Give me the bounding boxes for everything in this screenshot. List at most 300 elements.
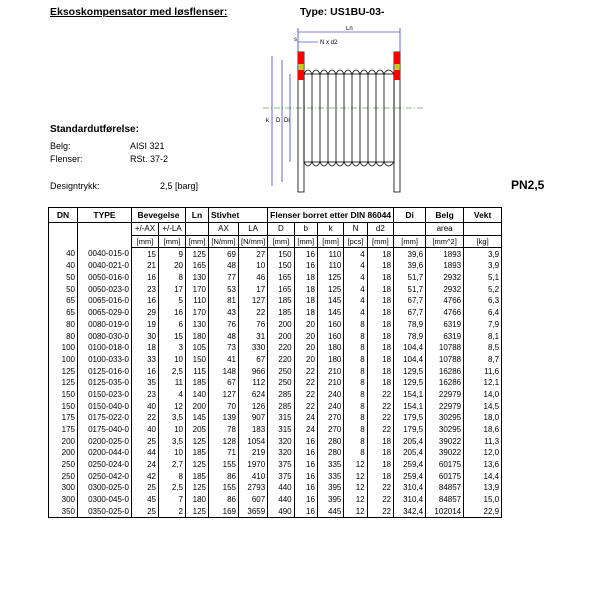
table-cell: 4766 (426, 307, 464, 319)
table-cell: 220 (268, 342, 294, 354)
table-cell: 5 (159, 295, 186, 307)
table-cell: 18 (367, 272, 393, 284)
th-d: D (268, 223, 294, 236)
table-cell: 16 (294, 506, 317, 518)
table-cell: 5,2 (464, 283, 502, 295)
table-row (49, 389, 502, 401)
flange-left-red-top (298, 52, 304, 64)
standard-title: Standardutførelse: (50, 124, 139, 135)
table-cell: 18 (294, 272, 317, 284)
table-cell: 35 (132, 377, 159, 389)
table-cell: 25 (132, 506, 159, 518)
table-cell: 18 (367, 459, 393, 471)
table-cell: 33 (132, 354, 159, 366)
table-cell: 240 (317, 400, 343, 412)
table-cell: 185 (186, 447, 209, 459)
table-cell: 10 (239, 260, 268, 272)
table-cell: 13,9 (464, 482, 502, 494)
table-cell: 0125-016-0 (78, 365, 132, 377)
table-cell: 180 (317, 354, 343, 366)
table-cell: 11 (159, 377, 186, 389)
table-cell: 18 (367, 342, 393, 354)
table-cell: 15,0 (464, 494, 502, 506)
table-cell: 180 (186, 494, 209, 506)
table-cell: 18,0 (464, 412, 502, 424)
table-cell: 16 (294, 435, 317, 447)
table-cell: 22 (367, 482, 393, 494)
table-cell: 16 (132, 365, 159, 377)
table-cell: 112 (239, 377, 268, 389)
table-cell: 395 (317, 482, 343, 494)
table-cell: 22 (367, 424, 393, 436)
table-cell: 104,4 (394, 354, 426, 366)
table-cell: 125 (317, 272, 343, 284)
table-cell: 15 (132, 248, 159, 260)
table-cell: 77 (209, 272, 239, 284)
flange-left-red-bottom (298, 70, 304, 80)
bellows (304, 70, 394, 166)
table-cell: 67 (209, 377, 239, 389)
table-row (49, 494, 502, 506)
table-cell: 270 (317, 424, 343, 436)
th-ln: Ln (186, 208, 209, 223)
unit: [mm] (159, 235, 186, 248)
table-cell: 1054 (239, 435, 268, 447)
table-cell: 13,6 (464, 459, 502, 471)
unit: [mm] (268, 235, 294, 248)
table-cell: 129,5 (394, 377, 426, 389)
table-cell: 3,9 (464, 260, 502, 272)
table-cell: 22,9 (464, 506, 502, 518)
table-cell: 20 (294, 319, 317, 331)
table-cell: 6319 (426, 330, 464, 342)
unit: [N/mm] (239, 235, 268, 248)
table-cell: 19 (132, 319, 159, 331)
table-cell: 22 (239, 307, 268, 319)
label-ln: Ln (346, 26, 353, 32)
table-cell: 84857 (426, 482, 464, 494)
table-cell: 16 (132, 295, 159, 307)
table-row (49, 295, 502, 307)
unit: [pcs] (344, 235, 367, 248)
table-cell: 14,0 (464, 389, 502, 401)
flange-right-red-bottom (394, 70, 400, 80)
table-cell: 53 (209, 283, 239, 295)
table-cell: 69 (209, 248, 239, 260)
table-cell: 4766 (426, 295, 464, 307)
table-cell: 21 (132, 260, 159, 272)
table-cell: 607 (239, 494, 268, 506)
table-cell: 110 (186, 295, 209, 307)
table-cell: 410 (239, 470, 268, 482)
unit: [mm] (394, 235, 426, 248)
table-cell: 18 (367, 377, 393, 389)
table-cell: 315 (268, 424, 294, 436)
table-cell: 5,1 (464, 272, 502, 284)
table-cell: 127 (209, 389, 239, 401)
table-cell: 76 (239, 319, 268, 331)
design-pressure-label: Designtrykk: (50, 181, 100, 191)
table-cell: 18 (367, 283, 393, 295)
table-cell: 2,5 (159, 365, 186, 377)
type-code: Type: US1BU-03- (300, 6, 385, 18)
table-cell: 104,4 (394, 342, 426, 354)
table-cell: 18 (367, 435, 393, 447)
table-cell: 180 (317, 342, 343, 354)
table-cell: 39,6 (394, 248, 426, 260)
table-cell: 250 (49, 459, 78, 471)
table-cell: 12,0 (464, 447, 502, 459)
table-cell: 250 (49, 470, 78, 482)
table-cell: 8 (159, 470, 186, 482)
table-cell: 3 (159, 342, 186, 354)
table-cell: 126 (239, 400, 268, 412)
compensator-drawing (258, 26, 428, 196)
th-flenser: Flenser borret etter DIN 86044 (268, 208, 394, 223)
label-k: k (266, 118, 269, 124)
table-cell: 17 (159, 283, 186, 295)
table-cell: 84857 (426, 494, 464, 506)
table-cell: 25 (132, 482, 159, 494)
table-cell: 78,9 (394, 319, 426, 331)
table-cell: 22 (294, 400, 317, 412)
table-cell: 18 (367, 330, 393, 342)
table-cell: 0200-025-0 (78, 435, 132, 447)
table-cell: 115 (186, 365, 209, 377)
table-cell: 65 (49, 307, 78, 319)
table-cell: 200 (268, 330, 294, 342)
table-cell: 40 (49, 260, 78, 272)
table-cell: 16 (294, 494, 317, 506)
th-k: k (317, 223, 343, 236)
table-cell: 8 (344, 319, 367, 331)
th-area: area (426, 223, 464, 236)
table-cell: 6 (159, 319, 186, 331)
table-cell: 8 (344, 435, 367, 447)
table-cell: 45 (132, 494, 159, 506)
label-d: D (276, 118, 281, 124)
table-cell: 14,5 (464, 400, 502, 412)
table-cell: 22 (367, 400, 393, 412)
table-cell: 160 (317, 319, 343, 331)
table-cell: 12 (159, 400, 186, 412)
table-row (49, 365, 502, 377)
th-stiv-ax: AX (209, 223, 239, 236)
spec-label-flenser: Flenser: (50, 154, 83, 164)
table-cell: 4 (344, 295, 367, 307)
table-cell: 0150-040-0 (78, 400, 132, 412)
table-row (49, 435, 502, 447)
table-cell: 4 (344, 272, 367, 284)
table-cell: 8 (344, 365, 367, 377)
table-cell: 29 (132, 307, 159, 319)
table-cell: 16 (294, 482, 317, 494)
table-cell: 129,5 (394, 365, 426, 377)
table-cell: 375 (268, 470, 294, 482)
table-cell: 2,7 (159, 459, 186, 471)
table-cell: 320 (268, 447, 294, 459)
table-cell: 2,5 (159, 482, 186, 494)
table-cell: 10 (159, 354, 186, 366)
table-cell: 250 (268, 377, 294, 389)
table-cell: 46 (239, 272, 268, 284)
table-row (49, 248, 502, 260)
table-cell: 150 (268, 248, 294, 260)
stud-right (395, 64, 399, 70)
table-cell: 8,7 (464, 354, 502, 366)
table-cell: 175 (49, 412, 78, 424)
table-cell: 0300-025-0 (78, 482, 132, 494)
table-cell: 16286 (426, 377, 464, 389)
table-cell: 200 (49, 435, 78, 447)
table-cell: 315 (268, 412, 294, 424)
table-cell: 150 (268, 260, 294, 272)
table-cell: 12 (344, 506, 367, 518)
flange-right-red-top (394, 52, 400, 64)
table-cell: 125 (49, 377, 78, 389)
design-pressure-value: 2,5 [barg] (160, 181, 199, 191)
table-cell: 40 (132, 424, 159, 436)
table-cell: 22979 (426, 400, 464, 412)
table-cell: 10 (159, 424, 186, 436)
unit: [mm] (367, 235, 393, 248)
table-cell: 44 (132, 447, 159, 459)
table-cell: 624 (239, 389, 268, 401)
unit: [mm^2] (426, 235, 464, 248)
table-cell: 40 (49, 248, 78, 260)
table-cell: 18 (367, 260, 393, 272)
th-d2: d2 (367, 223, 393, 236)
table-cell: 22 (367, 389, 393, 401)
table-cell: 335 (317, 459, 343, 471)
table-cell: 140 (186, 389, 209, 401)
table-cell: 0080-030-0 (78, 330, 132, 342)
table-cell: 50 (49, 283, 78, 295)
table-row (49, 342, 502, 354)
table-cell: 4 (344, 260, 367, 272)
table-cell: 18 (367, 248, 393, 260)
table-cell: 185 (186, 470, 209, 482)
table-cell: 210 (317, 377, 343, 389)
table-cell: 0125-035-0 (78, 377, 132, 389)
table-cell: 17 (239, 283, 268, 295)
table-cell: 16286 (426, 365, 464, 377)
table-row (49, 482, 502, 494)
th-la: +/-LA (159, 223, 186, 236)
table-cell: 18 (367, 319, 393, 331)
table-cell: 73 (209, 342, 239, 354)
table-cell: 0040-021-0 (78, 260, 132, 272)
table-cell: 0175-022-0 (78, 412, 132, 424)
table-cell: 41 (209, 354, 239, 366)
table-cell: 67,7 (394, 295, 426, 307)
table-cell: 2932 (426, 272, 464, 284)
table-cell: 8 (344, 400, 367, 412)
table-row (49, 506, 502, 518)
spec-label-belg: Belg: (50, 141, 71, 151)
table-cell: 250 (268, 365, 294, 377)
table-cell: 39022 (426, 435, 464, 447)
table-cell: 24 (294, 412, 317, 424)
table-cell: 71 (209, 447, 239, 459)
table-cell: 490 (268, 506, 294, 518)
table-cell: 2 (159, 506, 186, 518)
table-cell: 8 (344, 389, 367, 401)
table-cell: 14,4 (464, 470, 502, 482)
table-cell: 60175 (426, 470, 464, 482)
table-cell: 24 (294, 424, 317, 436)
table-cell: 330 (239, 342, 268, 354)
table-cell: 70 (209, 400, 239, 412)
table-cell: 270 (317, 412, 343, 424)
table-cell: 169 (209, 506, 239, 518)
table-cell: 240 (317, 389, 343, 401)
table-cell: 102014 (426, 506, 464, 518)
table-cell: 285 (268, 400, 294, 412)
table-cell: 200 (268, 319, 294, 331)
unit: [mm] (294, 235, 317, 248)
table-cell: 0040-015-0 (78, 248, 132, 260)
table-cell: 155 (209, 459, 239, 471)
table-cell: 39022 (426, 447, 464, 459)
table-cell: 18 (367, 365, 393, 377)
table-cell: 150 (49, 389, 78, 401)
table-cell: 128 (209, 435, 239, 447)
table-cell: 20 (294, 342, 317, 354)
table-cell: 10788 (426, 342, 464, 354)
table-cell: 219 (239, 447, 268, 459)
table-cell: 165 (268, 283, 294, 295)
table-cell: 80 (49, 319, 78, 331)
table-cell: 300 (49, 494, 78, 506)
table-cell: 139 (209, 412, 239, 424)
table-cell: 0050-023-0 (78, 283, 132, 295)
table-cell: 20 (294, 330, 317, 342)
table-cell: 30295 (426, 424, 464, 436)
unit: [kg] (464, 235, 502, 248)
table-cell: 22 (294, 377, 317, 389)
table-cell: 130 (186, 272, 209, 284)
table-cell: 259,4 (394, 470, 426, 482)
table-cell: 110 (317, 248, 343, 260)
table-cell: 16 (294, 248, 317, 260)
table-cell: 375 (268, 459, 294, 471)
table-cell: 30 (132, 330, 159, 342)
table-cell: 8 (344, 447, 367, 459)
table-cell: 170 (186, 307, 209, 319)
table-cell: 12,1 (464, 377, 502, 389)
label-nxd2: N x d2 (320, 40, 338, 46)
table-cell: 7,9 (464, 319, 502, 331)
table-cell: 259,4 (394, 459, 426, 471)
table-cell: 18 (367, 354, 393, 366)
table-cell: 18 (132, 342, 159, 354)
table-cell: 22 (367, 412, 393, 424)
table-row (49, 354, 502, 366)
table-cell: 0350-025-0 (78, 506, 132, 518)
th-dn: DN (49, 208, 78, 223)
table-cell: 9 (159, 248, 186, 260)
table-cell: 200 (49, 447, 78, 459)
table-cell: 48 (209, 260, 239, 272)
th-belg: Belg (426, 208, 464, 223)
table-cell: 23 (132, 283, 159, 295)
table-cell: 125 (186, 459, 209, 471)
table-cell: 165 (268, 272, 294, 284)
table-cell: 130 (186, 319, 209, 331)
table-cell: 2793 (239, 482, 268, 494)
table-cell: 86 (209, 494, 239, 506)
table-cell: 0065-016-0 (78, 295, 132, 307)
page-title: Eksoskompensator med løsflenser: (50, 6, 228, 18)
table-cell: 125 (186, 435, 209, 447)
table-cell: 67 (239, 354, 268, 366)
table-cell: 12 (344, 459, 367, 471)
table-cell: 440 (268, 494, 294, 506)
table-cell: 125 (186, 506, 209, 518)
table-cell: 0150-023-0 (78, 389, 132, 401)
table-cell: 0080-019-0 (78, 319, 132, 331)
table-cell: 0050-016-0 (78, 272, 132, 284)
table-cell: 11,3 (464, 435, 502, 447)
table-cell: 31 (239, 330, 268, 342)
table-cell: 10 (159, 447, 186, 459)
table-cell: 145 (317, 307, 343, 319)
table-row (49, 319, 502, 331)
table-cell: 0065-029-0 (78, 307, 132, 319)
table-cell: 22 (367, 506, 393, 518)
table-cell: 39,6 (394, 260, 426, 272)
table-cell: 48 (209, 330, 239, 342)
table-cell: 300 (49, 482, 78, 494)
table-cell: 4 (159, 389, 186, 401)
table-cell: 310,4 (394, 494, 426, 506)
table-cell: 16 (294, 260, 317, 272)
table-cell: 0100-033-0 (78, 354, 132, 366)
table-cell: 80 (49, 330, 78, 342)
table-cell: 8 (344, 377, 367, 389)
table-cell: 8 (344, 330, 367, 342)
table-cell: 18,6 (464, 424, 502, 436)
table-cell: 78,9 (394, 330, 426, 342)
table-row (49, 400, 502, 412)
table-cell: 160 (317, 330, 343, 342)
table-cell: 1893 (426, 260, 464, 272)
table-cell: 18 (367, 447, 393, 459)
table-row (49, 272, 502, 284)
table-cell: 6,4 (464, 307, 502, 319)
table-cell: 81 (209, 295, 239, 307)
th-b: b (294, 223, 317, 236)
table-cell: 18 (367, 295, 393, 307)
table-cell: 2932 (426, 283, 464, 295)
table-cell: 43 (209, 307, 239, 319)
table-cell: 4 (344, 248, 367, 260)
table-cell: 18 (367, 470, 393, 482)
unit: [N/mm] (209, 235, 239, 248)
table-cell: 0100-018-0 (78, 342, 132, 354)
table-cell: 220 (268, 354, 294, 366)
table-cell: 1893 (426, 248, 464, 260)
table-cell: 185 (186, 377, 209, 389)
pressure-rating: PN2,5 (511, 178, 545, 192)
table-cell: 440 (268, 482, 294, 494)
table-cell: 0250-024-0 (78, 459, 132, 471)
table-cell: 20 (159, 260, 186, 272)
table-cell: 205,4 (394, 435, 426, 447)
spec-table (48, 207, 502, 518)
table-cell: 12 (344, 470, 367, 482)
